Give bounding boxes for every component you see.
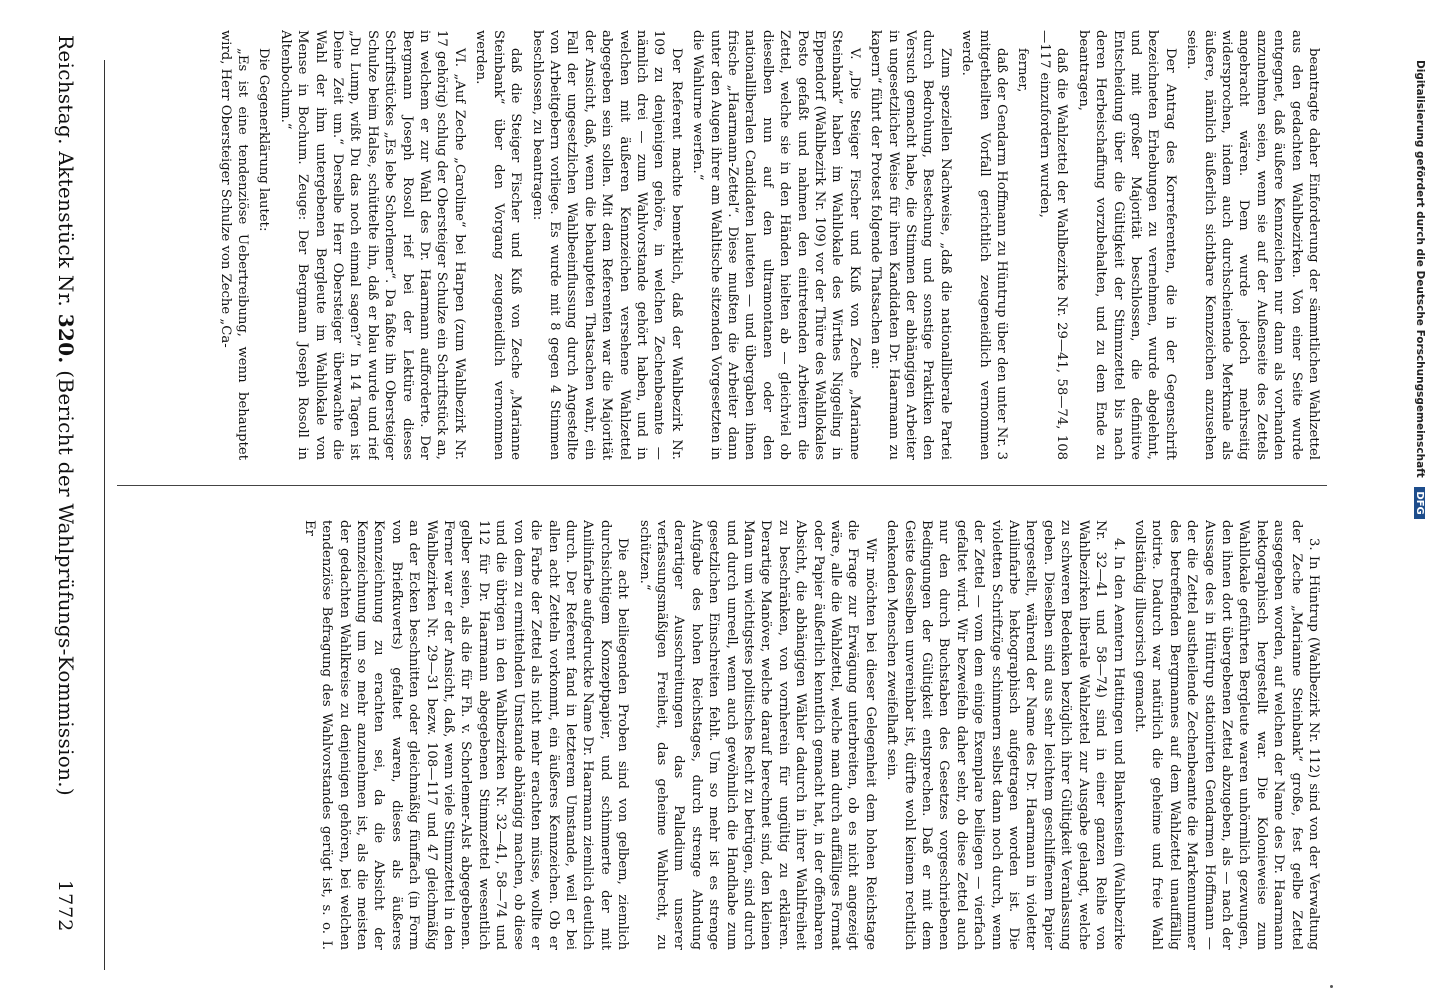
page-number: 1772 [54, 880, 76, 933]
running-title [54, 35, 78, 796]
page-header [30, 0, 90, 1000]
paragraph: „Es ist eine tendenziöse Uebertreibung, wenn behauptet wird, Herr Obersteiger Schulze von Zeche „Ca- [217, 30, 251, 460]
running-title-suffix: (Bericht der Wahlprüfungs-Kommission.) [54, 370, 78, 797]
paragraph: Der Antrag des Korreferenten, die in der Gegenschrift bezeichneten Erhebungen zu vernehmen, wurde abgelehnt, und mit großer Majorität beschlossen, die definitive Entscheidung über die Gültigkeit der Stimmzettel bis nach deren Herbeischaffung vorzubehalten, und zu dem Ende zu beantragen, [1075, 30, 1178, 460]
paragraph: beantragte daher Einforderung der sämmtlichen Wahlzettel aus den gedachten Wahlbezirken. Von einer Seite wurde entgegnet, daß äußere Kennzeichen nur dann als vorhanden anzunehmen seien, wenn sie auf der Außenseite des Zettels angebracht wären. Dem wurde jedoch mehrseitig widersprochen, indem auch durchscheinende Merkmale als äußere, nämlich äußerlich sichtbare Kennzeichen anzusehen seien. [1184, 30, 1321, 460]
dfg-logo: DFG [1414, 487, 1425, 518]
paragraph: Die acht beiliegenden Proben sind von gelbem, ziemlich durchsichtigem Konzeptpapier, und schimmerte der mit Anilinfarbe aufgedruckte Name Dr. Haarmann ziemlich deutlich durch. Der Referent fand in letzterem Umstande, weil er bei allen acht Zetteln vorkommt, ein äußeres Kennzeichen. Ob er die Farbe der Zettel als nicht mehr erachten müsse, wollte er von dem zu ermittelnden Umstande abhängig machen, ob diese und die übrigen in den Wahlbezirken Nr. 32—41, 58—74 und 112 für Dr. Haarmann abgegebenen Stimmzettel wesentlich gelber seien, als die für Fh. v. Schorlemer-Alst abgegebenen. Ferner war er der Ansicht, daß, wenn viele Stimmzettel in den Wahlbezirken Nr. 29—31 bezw. 108—117 und 47 gleichmäßig an der Ecken beschnitten oder gleichmäßig fünffach (in Form von Briefkuverts) gefaltet waren, dieses als äußeres Kennzeichnung zu erachten sei, da die Absicht der Kennzeichnung um so mehr anzunehmen ist, als die meisten der gedachten Wahlkreise zu denjenigen gehören, bei welchen tendenziöse Befragung des Wahlvorstandes gerügt ist, s. o. I. Er [301, 520, 631, 950]
paragraph: V. „Die Steiger Fischer und Kuß von Zeche „Marianne Steinbank“ haben im Wahllokale des Wirthes Niggeling in Eppendorf (Wahlbezirk Nr. 109) vor der Thüre des Wahllokales Posto gefaßt und nahmen den eintretenden Arbeitern die Zettel, welche sie in den Händen hielten ab — gleichviel ob dieselben nun auf den ultramontanen oder den nationalliberalen Candidaten lauteten — und übergaben ihnen frische „Haarmann-Zettel“. Diese mußten die Arbeiter dann unter den Augen ihrer am Wahltische sitzenden Vorgesetzten in die Wahlurne werfen.“ [690, 30, 862, 460]
digitization-note [1414, 60, 1426, 519]
paragraph: daß die Steiger Fischer und Kuß von Zeche „Marianne Steinbank“ über den Vorgang zeugeneidlich vernommen werden. [473, 30, 524, 460]
digitization-text: Digitalisierung gefördert durch die Deutsche Forschungsgemeinschaft [1414, 60, 1426, 478]
running-title-prefix: Reichstag. Aktenstück Nr. [54, 35, 78, 308]
right-column [112, 30, 1322, 460]
document-number: 320. [54, 313, 78, 364]
paragraph: VI. „Auf Zeche „Caroline“ bei Harpen (zum Wahlbezirk Nr. 17 gehörig) schlug der Obersteiger Schulze ein Schriftstück an, in welchem er zur Wahl des Dr. Haarmann aufforderte. Der Bergmann Joseph Rosoll rief bei der Lektüre dieses Schriftstückes „Es lebe Schorlemer“. Da faßte ihn Obersteiger Schulze beim Halse, schüttelte ihn, daß er blau wurde und rief „Du Lump, wißt Du das noch einmal sagen?“ In 14 Tagen ist Deine Zeit um.“ Derselbe Herr Obersteiger überwachte die Wahl der ihm untergebenen Bergleute im Wahllokale von Mense in Bochum. Zeuge: Der Bergmann Joseph Rosoll in Altenbochum.“ [277, 30, 467, 460]
column-divider [117, 485, 1327, 486]
paragraph: daß die Wahlzettel der Wahlbezirke Nr. 29—41, 58—74, 108—117 einzufordern wurden, [1036, 30, 1070, 460]
paragraph: 4. In den Aemtern Hattingen und Blankenstein (Wahlbezirke Nr. 32—41 und 58—74) sind in einer ganzen Reihe von Wahlbezirken liberale Wahlzettel zur Ausgabe gelangt, welche zu schweren Bedenken bezüglich ihrer Gültigkeit Veranlassung geben. Dieselben sind aus sehr leichtem geschliffenem Papier hergestellt, während der Name des Dr. Haarmann in violetter Anilinfarbe hektographisch aufgetragen worden ist. Die violetten Schriftzüge schimmern selbst dann noch durch, wenn der Zettel — vom dem einige Exemplare beiliegen — vierfach gefaltet wird. Wir bezweifeln daher sehr, ob diese Zettel auch nur den durch Buchstaben des Gesetzes vorgeschriebenen Bedingungen der Gültigkeit entsprechen. Daß er mit dem Geiste desselben unvereinbar ist, dürfte wohl keinem rechtlich denkenden Menschen zweifelhaft sein. [884, 520, 1126, 950]
paragraph: 3. In Hüntrup (Wahlbezirk Nr. 112) sind von der Verwaltung der Zeche „Marianne Steinbank“ große, fest gelbe Zettel ausgegeben worden, auf welchen der Name des Dr. Haarmann hektographisch hergestellt war. Die Kolonieweise zum Wahllokale geführten Bergleute waren unhörmlich gezwungen, den ihnen dort übergebenen Zettel abzugeben, als — nach der Aussage des in Hüntrup stationirten Gendarmen Hoffmann — der die Zettel austheilende Zechenbeamte die Markennummer des betreffenden Bergmannes auf dem Wahlzettel unauffällig notirte. Dadurch war natürlich die geheime und freie Wahl vollständig illusorisch gemacht. [1131, 520, 1321, 950]
paragraph: Der Referent machte bemerklich, daß der Wahlbezirk Nr. 109 zu denjenigen gehöre, in welchen Zechenbeamte — nämlich drei — zum Wahlvorstande gehört haben, und in welchen mit äußeren Kennzeichen versehene Wahlzettel abgegeben sein sollen. Mit dem Referenten war die Majorität der Ansicht, daß, wenn die behaupteten Thatsachen wahr, ein Fall der ungesetzlichen Wahlbeeinflussung durch Angestellte von Arbeitgebern vorliege. Es wurde mit 8 gegen 4 Stimmen beschlossen, zu beantragen: [529, 30, 684, 460]
header-rule [104, 60, 105, 970]
paragraph: ferner, [1015, 48, 1031, 93]
paragraph: Die Gegenerklärung lautet: [256, 48, 272, 232]
paragraph: daß der Gendarm Hoffmann zu Hüntrup über den unter Nr. 3 mitgetheilten Vorfall gerichtlich zeugeneidlich vernommen werde. [959, 30, 1010, 460]
paragraph: Wir möchten bei dieser Gelegenheit dem hohen Reichstage die Frage zur Erwägung unterbreiten, ob es nicht angezeigt wäre, alle die Wahlzettel, welche man durch auffälliges Format oder Papier äußerlich kenntlich gemacht hat, in der offenbaren Absicht, die abhängigen Wähler dadurch in ihrer Wahlfreiheit zu beschränken, von vornherein für ungültig zu erklären. Derartige Manöver, welche darauf berechnet sind, den kleinen Mann um wichtigstes politisches Recht zu betrügen, sind durch und durch unreell, wenn auch gewöhnlich die Handhabe zum gesetzlichen Einschreiten fehlt. Um so mehr ist es strenge Aufgabe des hohen Reichstages, durch strenge Ahndung derartiger Ausschreitungen das Palladium unserer verfassungsmäßigen Freiheit, das geheime Wahlrecht, zu schützen.“ [636, 520, 878, 950]
left-column [112, 520, 1322, 950]
paragraph: Zum speziellen Nachweise, „daß die nationalliberale Partei durch Bedrohung, Bestechung und sonstige Praktiken den Versuch gemacht habe, die Stimmen der abhängigen Arbeiter in ungesetzlicher Weise für ihren Kandidaten Dr. Haarmann zu kapern“ führt der Protest folgende Thatsachen an: [868, 30, 953, 460]
scan-speck [1330, 985, 1333, 988]
